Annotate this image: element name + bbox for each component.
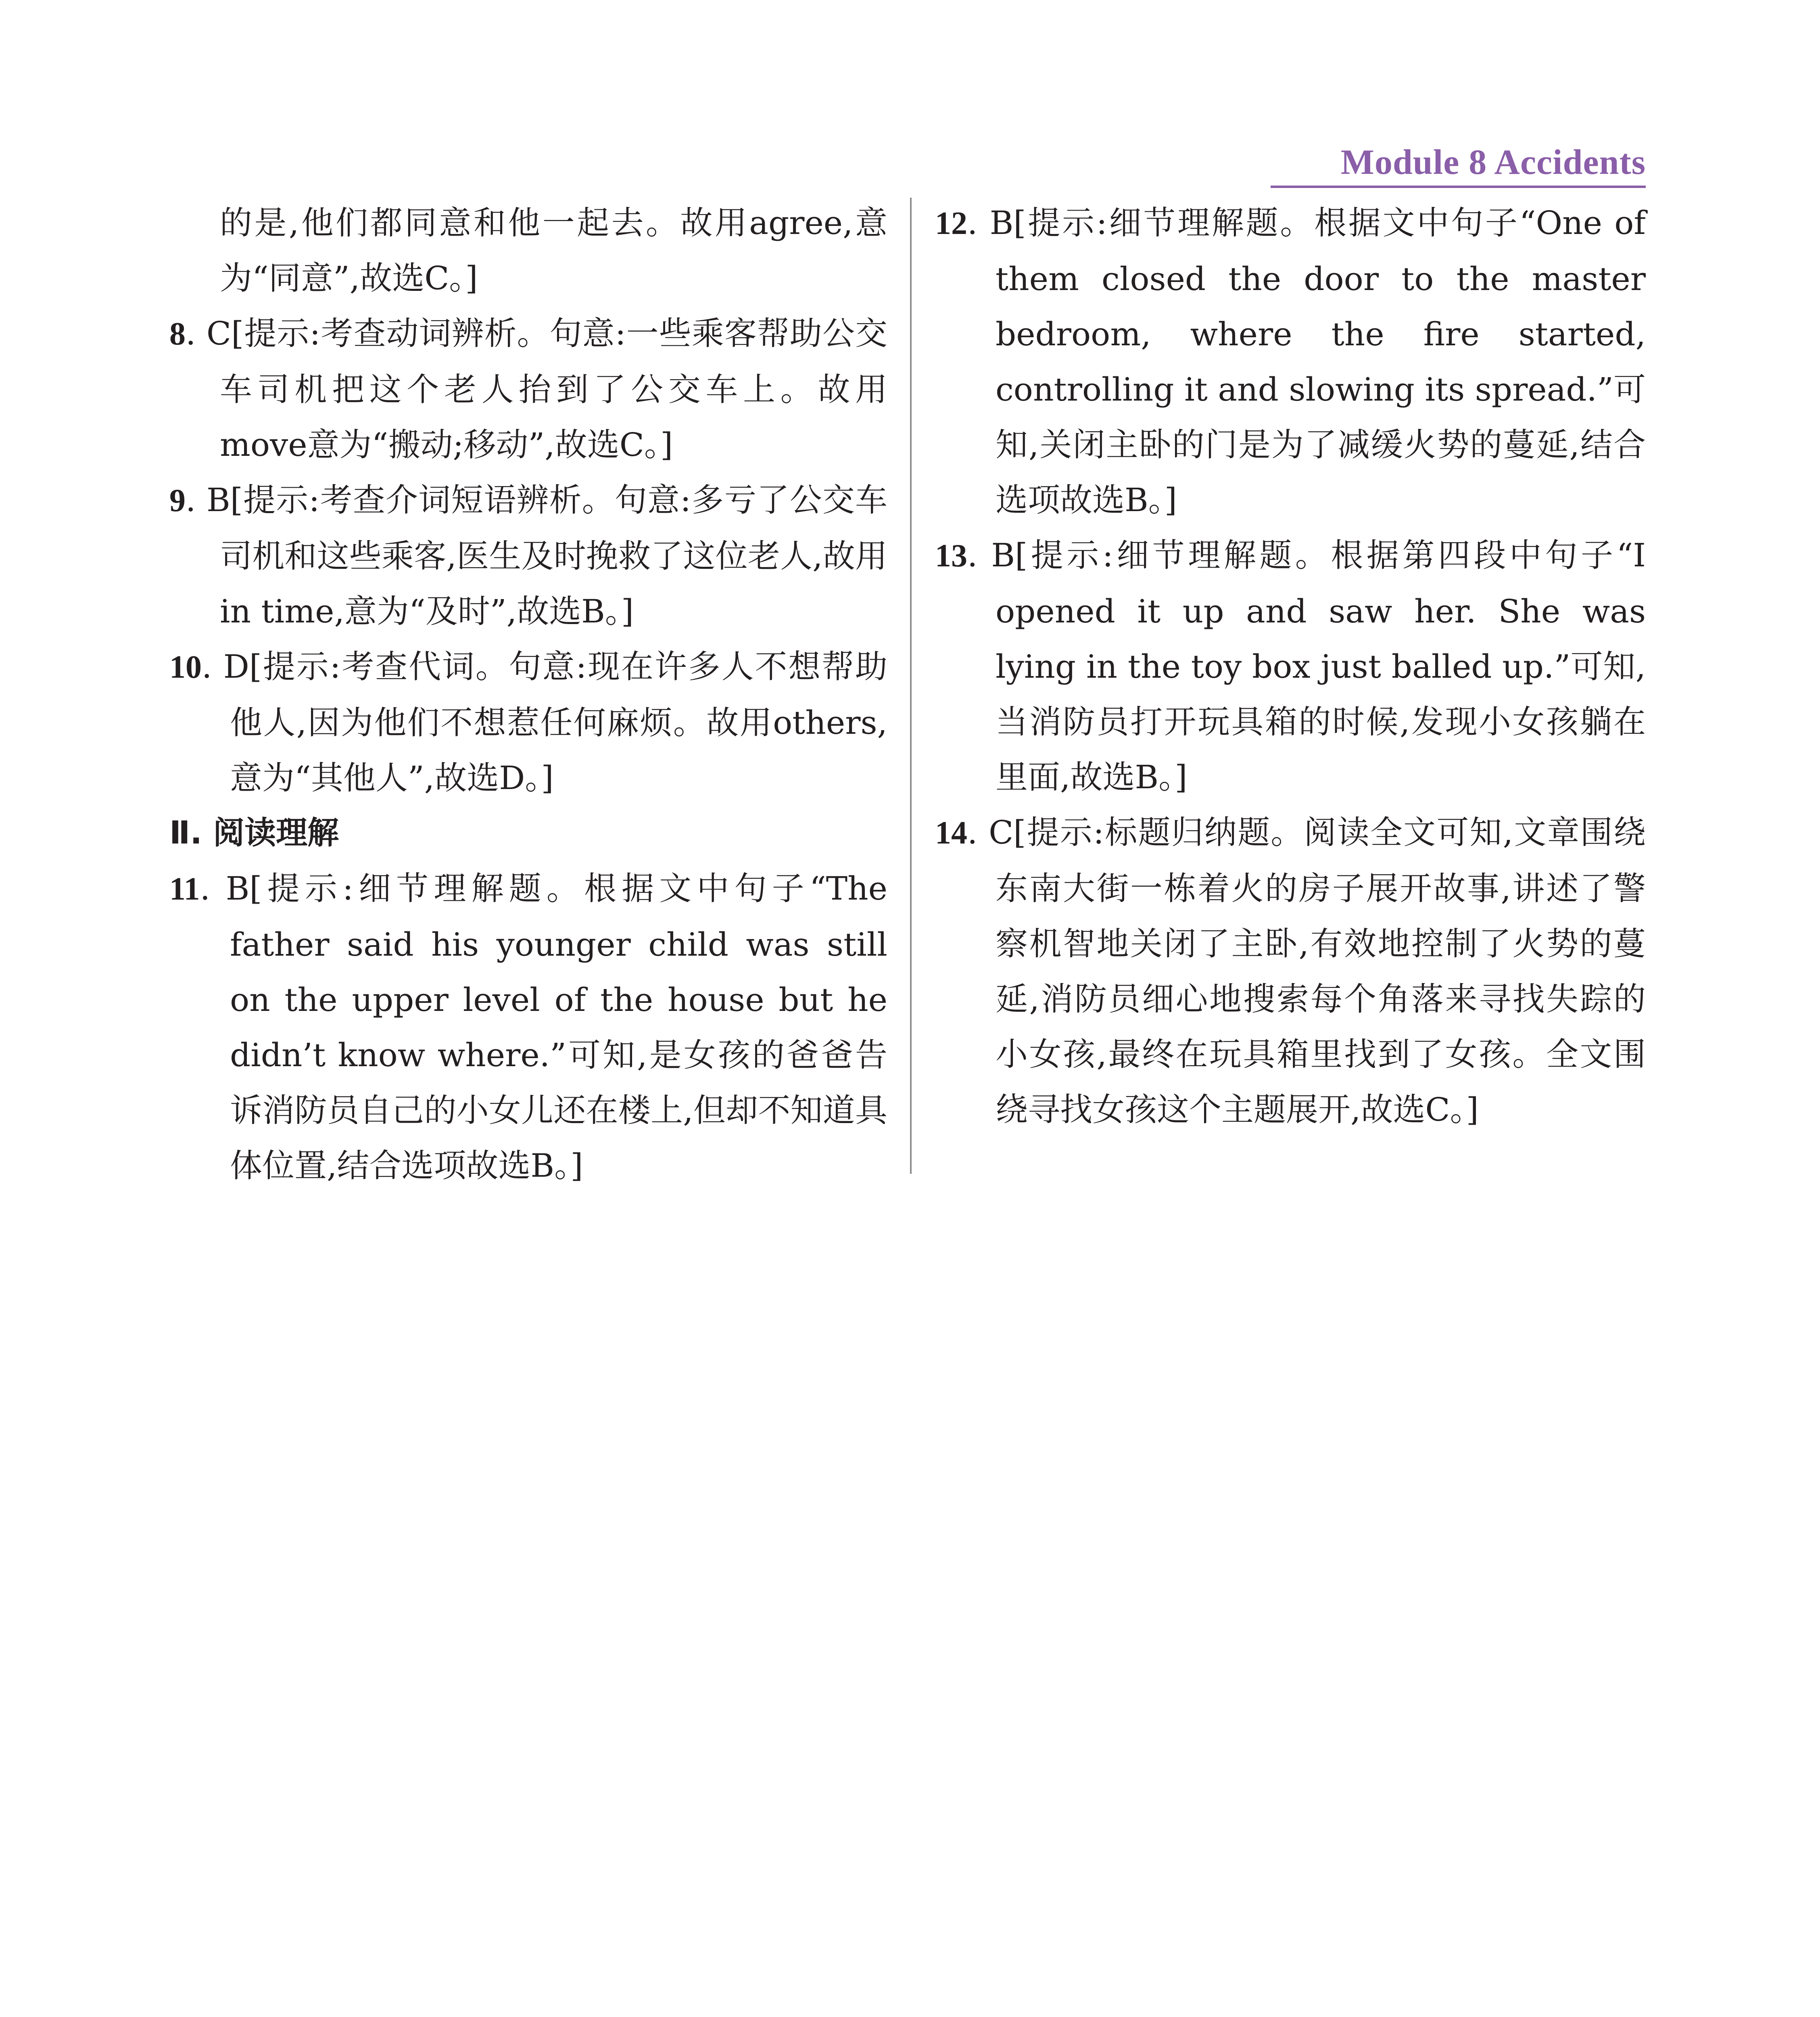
answer-number: 14 xyxy=(935,815,967,851)
answer-item-12 xyxy=(935,195,1646,528)
section-heading: Ⅱ. 阅读理解 xyxy=(169,815,339,851)
answer-text: . B[提示:细节理解题。根据文中句子“The father said his younger child was still on the upper level of the house but he didn’t know where.”可知,是女孩的爸爸告诉消防员自己的小女儿还在楼上,但却不知道具体位置,结合选项故选B。] xyxy=(200,870,887,1184)
answer-text: . C[提示:标题归纳题。阅读全文可知,文章围绕东南大街一栋着火的房子展开故事,讲述了警察机智地关闭了主卧,有效地控制了火势的蔓延,消防员细心地搜索每个角落来寻找失踪的小女孩,最终在玩具箱里找到了女孩。全文围绕寻找女孩这个主题展开,故选C。] xyxy=(967,814,1646,1128)
answer-number: 12 xyxy=(935,206,967,241)
column-divider xyxy=(910,198,912,1174)
answer-text: . D[提示:考查代词。句意:现在许多人不想帮助他人,因为他们不想惹任何麻烦。故用others,意为“其他人”,故选D。] xyxy=(202,648,887,797)
answer-text: . C[提示:考查动词辨析。句意:一些乘客帮助公交车司机把这个老人抬到了公交车上。故用move意为“搬动;移动”,故选C。] xyxy=(186,315,887,464)
answer-number: 9 xyxy=(169,483,186,518)
answer-continuation: 的是,他们都同意和他一起去。故用agree,意为“同意”,故选C。] xyxy=(220,204,887,297)
answer-number: 8 xyxy=(169,316,186,352)
answer-item-10 xyxy=(169,639,887,806)
left-column xyxy=(169,195,887,1193)
answer-number: 11 xyxy=(169,871,200,907)
right-column xyxy=(935,195,1646,1137)
header-rule xyxy=(1271,186,1646,188)
answer-item-9 xyxy=(169,472,887,639)
answer-text: . B[提示:考查介词短语辨析。句意:多亏了公交车司机和这些乘客,医生及时挽救了这位老人,故用in time,意为“及时”,故选B。] xyxy=(186,481,887,630)
answer-item-11 xyxy=(169,861,887,1193)
answer-item-13 xyxy=(935,528,1646,805)
answer-item-8 xyxy=(169,306,887,472)
module-title: Module 8 Accidents xyxy=(1340,143,1646,182)
answer-item-14 xyxy=(935,805,1646,1137)
answer-text: . B[提示:细节理解题。根据文中句子“One of them closed the door to the master bedroom, where the fire started, controlling it and slowing its spread.”可知,关闭主卧的门是为了减缓火势的蔓延,结合选项故选B。] xyxy=(967,204,1646,519)
answer-text: . B[提示:细节理解题。根据第四段中句子“I opened it up and saw her. She was lying in the toy box just balled up.”可知,当消防员打开玩具箱的时候,发现小女孩躺在里面,故选B。] xyxy=(967,537,1646,796)
answer-number: 10 xyxy=(169,649,202,685)
answer-number: 13 xyxy=(935,538,967,574)
